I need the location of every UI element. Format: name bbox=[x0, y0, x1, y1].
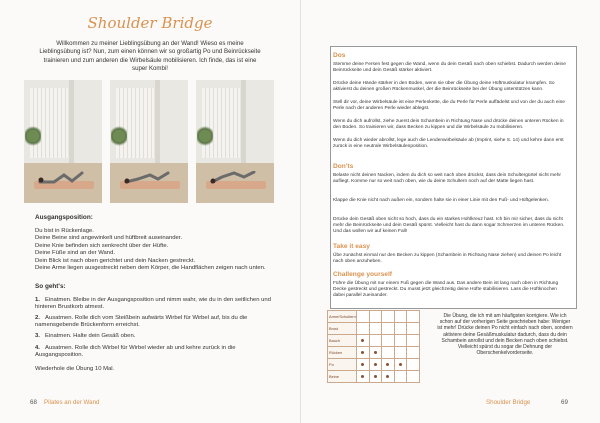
step-2: 2. Ausatmen. Rolle dich vom Steißbein aufwärts Wirbel für Wirbel auf, bis du die namensgebende Brückenform erreichst. bbox=[35, 315, 248, 329]
grid-cell bbox=[357, 323, 370, 335]
grid-cell bbox=[357, 311, 370, 323]
intensity-dot bbox=[386, 375, 389, 378]
dos-heading: Dos bbox=[333, 52, 346, 59]
grid-cell bbox=[407, 359, 420, 371]
grid-cell bbox=[369, 347, 382, 359]
grid-cell bbox=[407, 371, 420, 383]
grid-cell bbox=[407, 311, 420, 323]
intensity-dot bbox=[361, 339, 364, 342]
grid-row bbox=[328, 323, 420, 335]
intensity-dot bbox=[399, 363, 402, 366]
easy-text: Übe zunächst einmal nur den Becken zu kippen (Schambein in Richtung Nase ziehen) und deinen Po leicht nach oben anzuheben. bbox=[333, 253, 562, 265]
easy-heading: Take it easy bbox=[333, 243, 370, 250]
grid-cell bbox=[382, 371, 395, 383]
intensity-dot bbox=[361, 351, 364, 354]
exercise-photo-bridge bbox=[196, 80, 274, 203]
exercise-photo-rollup bbox=[110, 80, 188, 203]
grid-cell bbox=[357, 371, 370, 383]
donts-heading: Don'ts bbox=[333, 163, 354, 170]
page-number-right: 69 bbox=[561, 399, 568, 406]
start-position-text: Du bist in Rückenlage. Deine Beine sind angewinkelt und hüftbreit auseinander. Deine Knie befinden sich senkrecht über der Hüfte. Deine Füße sind an der Wand. Dein Blick ist nach oben gerichtet und dein Nacken gestreckt. Deine Arme liegen ausgestreckt neben dem Körper, die Handflächen zeigen nach unten. bbox=[35, 228, 266, 272]
intensity-dot bbox=[374, 375, 377, 378]
grid-cell bbox=[382, 335, 395, 347]
grid-cell bbox=[382, 359, 395, 371]
intensity-dot bbox=[386, 363, 389, 366]
repeat-text: Wiederhole die Übung 10 Mal. bbox=[35, 366, 115, 372]
dos-text-2: Drücke deine Hände stärker in den Boden, wenn sie über die Übung deine Hüftmuskulatur krampfen. So aktivierst du deinen großen Rückenmuskel, der die Beinrückseite bei der Übung unterstützen kann. bbox=[333, 81, 555, 93]
grid-row bbox=[328, 371, 420, 383]
grid-cell bbox=[394, 359, 407, 371]
step-3: 3. Einatmen. Halte dein Gesäß oben. bbox=[35, 333, 136, 339]
grid-row-label: Po bbox=[328, 359, 357, 371]
grid-cell bbox=[407, 347, 420, 359]
dos-text-4: Wenn du dich aufrollst, ziehe zuerst dein Schambein in Richtung Nase und drücke deinen unteren Rücken in den Boden. So trainieren wir, dass Becken zu kippen und die Wirbelsäule zu mobilisieren. bbox=[333, 119, 564, 131]
page-title: Shoulder Bridge bbox=[87, 14, 213, 32]
running-footer-left: Pilates an der Wand bbox=[44, 399, 100, 406]
intensity-dot bbox=[361, 375, 364, 378]
grid-cell bbox=[394, 335, 407, 347]
intensity-dot bbox=[374, 351, 377, 354]
grid-cell bbox=[369, 371, 382, 383]
grid-cell bbox=[369, 311, 382, 323]
intensity-dot bbox=[361, 363, 364, 366]
grid-cell bbox=[382, 347, 395, 359]
exercise-photo-start bbox=[24, 80, 102, 203]
step-4: 4. Ausatmen. Rolle dich Wirbel für Wirbel wieder ab und kehre zurück in die Ausgangsposition. bbox=[35, 345, 236, 359]
donts-text-3: Drücke dein Gesäß oben nicht so hoch, dass du ein starkes Hohlkreuz hast. Ich bin mir sicher, dass du nicht mehr die Beinrückseite und dein Gesäß spürst. Vielleicht hast du dann sogar Schmerzen im unteren Rücken. Und das wollen wir auf keinen Fall! bbox=[333, 217, 565, 235]
grid-cell bbox=[369, 359, 382, 371]
side-note: Die Übung, die ich mit am häufigsten korrigiere. Wie ich schon auf der vorherigen Seite geschrieben habe: Weniger ist mehr! Drücke deinen Po nicht einfach nach oben, sondern aktiviere deine Gesäßmuskulatur dadurch, dass du dein Schambein anrollst und dein Becken nach oben schiebst. Vielleicht spürst du sogar die Dehnung der Oberschenkelvorderseite. bbox=[437, 313, 573, 357]
grid-row bbox=[328, 359, 420, 371]
grid-cell bbox=[357, 335, 370, 347]
grid-row bbox=[328, 311, 420, 323]
grid-row bbox=[328, 347, 420, 359]
page-number-left: 68 bbox=[30, 399, 37, 406]
dos-text-3: Stell dir vor, deine Wirbelsäule ist eine Perlenkette, die du Perle für Perle auffädelst und von der du auch eine Perle nach der anderen Perle wieder ablegst. bbox=[333, 100, 565, 112]
grid-cell bbox=[407, 323, 420, 335]
dos-text-5: Wenn du dich wieder abrollst, lege auch die Lendenwirbelsäule ab (Imprint, siehe S. 14) und kehre dann erst zurück in eine neutrale Wirbelsäulenposition. bbox=[333, 138, 564, 150]
grid-cell bbox=[394, 347, 407, 359]
grid-row-label: Rücken bbox=[328, 347, 357, 359]
grid-cell bbox=[369, 323, 382, 335]
grid-row-label: Brust bbox=[328, 323, 357, 335]
grid-cell bbox=[394, 323, 407, 335]
grid-cell bbox=[369, 335, 382, 347]
donts-text-1: Belaste nicht deinen Nacken, indem du dich so weit nach oben drückst, dass dein Schultergürtel nicht mehr aufliegt. Komme nur so weit nach oben, wie du deine Schultern noch auf der Matte liegen hast. bbox=[333, 173, 561, 185]
grid-cell bbox=[407, 335, 420, 347]
grid-cell bbox=[382, 323, 395, 335]
exercise-photos bbox=[24, 80, 275, 203]
running-footer-right: Shoulder Bridge bbox=[486, 399, 531, 406]
intro-text: Willkommen zu meiner Lieblingsübung an der Wand! Wieso es meine Lieblingsübung ist? Nun, zum einen können wir so großartig Po und Beinrückseite trainieren und zum anderen die Wirbelsäule mobilisieren. Ich finde, das ist eine super Kombi! bbox=[39, 40, 261, 72]
donts-text-2: Klappe die Knie nicht nach außen ein, sondern halte sie in einer Linie mit den Fuß- und Hüftgelenken. bbox=[333, 198, 549, 203]
step-1: 1. Einatmen. Bleibe in der Ausgangsposition und nimm wahr, wie du in den seitlichen und hinteren Brustkorb atmest. bbox=[35, 297, 271, 311]
grid-row-label: Arme/Schultern bbox=[328, 311, 357, 323]
intensity-dot bbox=[374, 363, 377, 366]
grid-row-label: Bauch bbox=[328, 335, 357, 347]
muscle-intensity-grid bbox=[327, 310, 420, 383]
start-heading: Ausgangsposition: bbox=[35, 214, 93, 221]
challenge-text: Führe die Übung mit nur einem Fuß gegen die Wand aus. Das andere Bein ist lang nach oben in Richtung Decke gestreckt und gestreckt. Du musst jetzt gleichzeitig deine Hüfte stabilisieren. Lass die Hüftknochen dabei parallel zueinander. bbox=[333, 281, 559, 299]
challenge-heading: Challenge yourself bbox=[333, 271, 392, 278]
grid-cell bbox=[382, 311, 395, 323]
how-heading: So geht's: bbox=[35, 283, 66, 290]
grid-cell bbox=[394, 371, 407, 383]
grid-row-label: Beine bbox=[328, 371, 357, 383]
grid-row bbox=[328, 335, 420, 347]
dos-text-1: Stemme deine Fersen fest gegen die Wand, wenn du dein Gesäß nach oben schiebst. Dadurch werden deine Beinrückseite und dein Gesäß stärker aktiviert. bbox=[333, 62, 566, 74]
grid-cell bbox=[394, 311, 407, 323]
grid-cell bbox=[357, 347, 370, 359]
grid-cell bbox=[357, 359, 370, 371]
